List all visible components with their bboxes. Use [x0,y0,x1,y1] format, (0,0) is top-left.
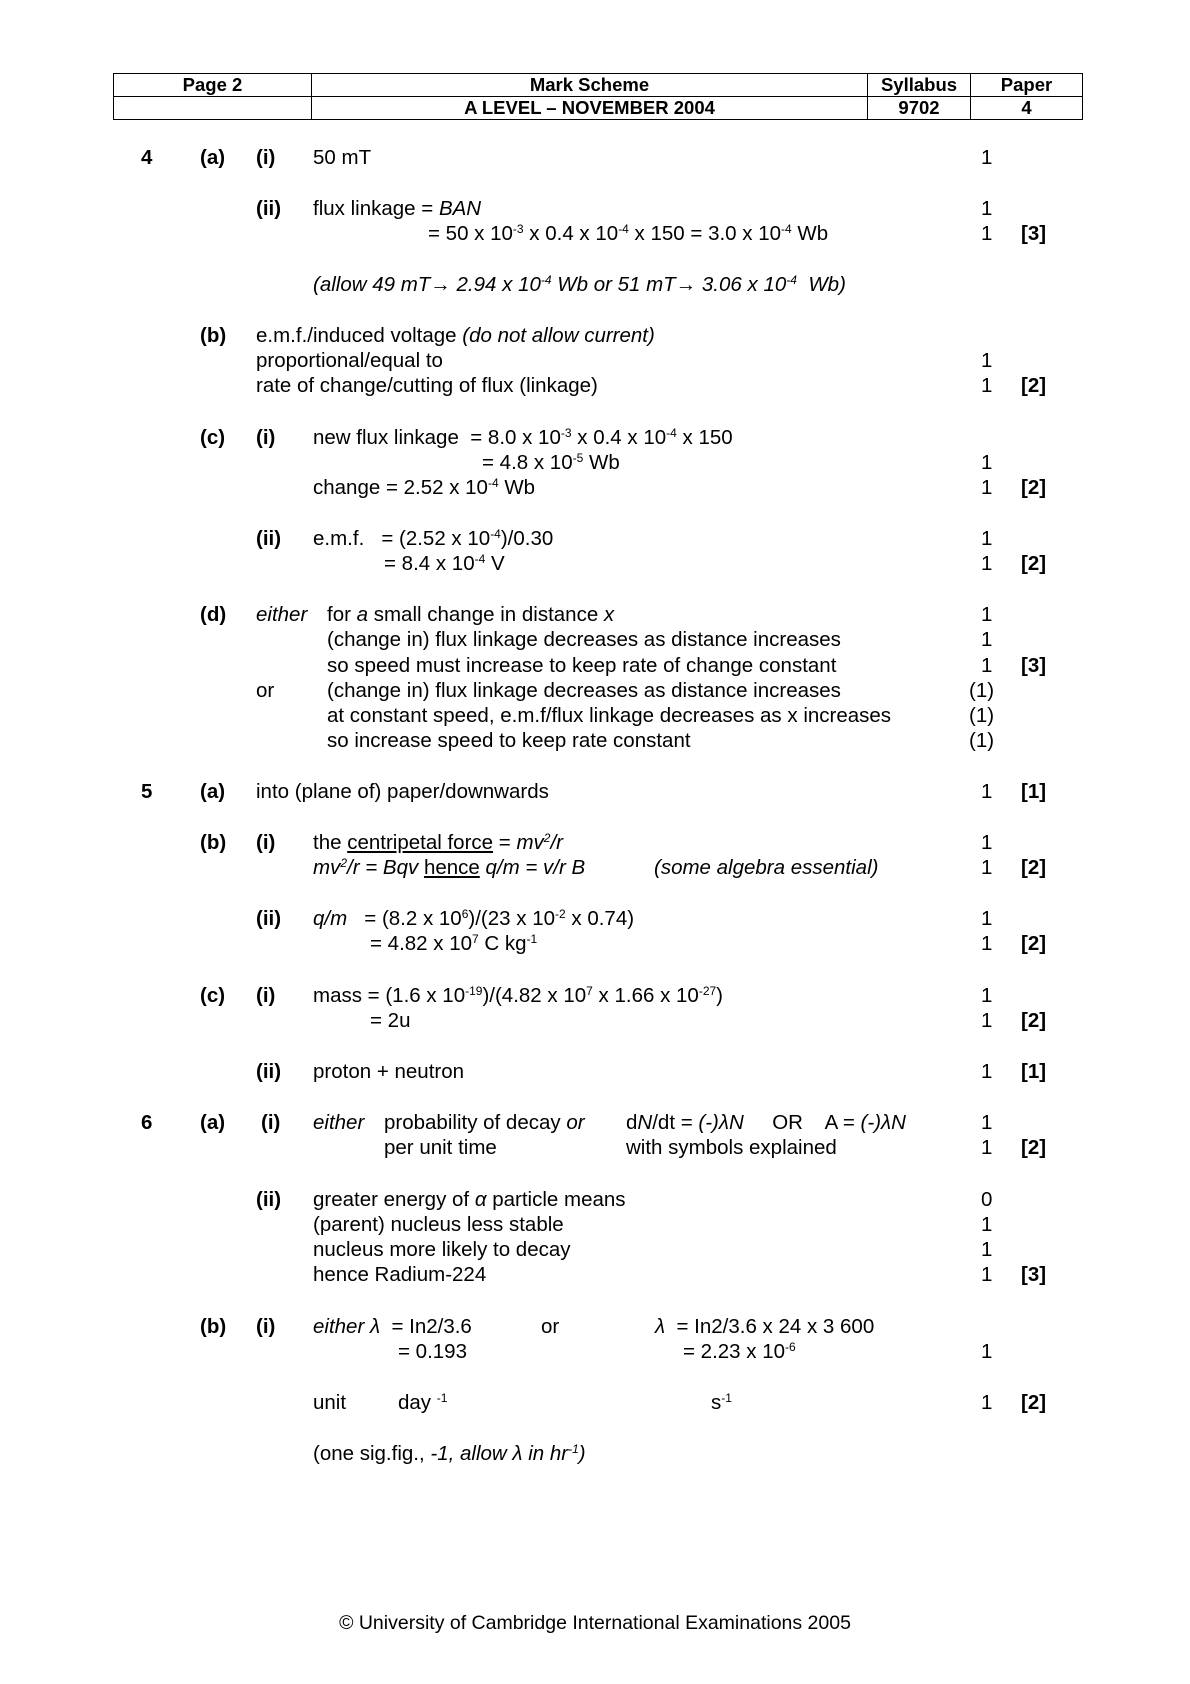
part-label-5b: (b) [200,831,227,854]
question-number-5: 5 [141,780,153,803]
total-mark: [2] [1021,374,1047,397]
part-label-5c: (c) [200,984,226,1007]
subpart-label-4aii: (ii) [256,197,282,220]
mark: 1 [981,349,993,372]
mark: 1 [981,222,993,245]
subpart-label-5ci: (i) [256,984,276,1007]
subpart-label-5cii: (ii) [256,1060,282,1083]
part-label-4b: (b) [200,324,227,347]
mark: 1 [981,628,993,651]
mark: 1 [981,146,993,169]
total-mark: [2] [1021,476,1047,499]
answer-4ci-line3: change = 2.52 x $10^{-4}$ Wb [313,476,536,499]
answer-4ai: 50 mT [313,146,372,169]
answer-4ci-line2: = 4.8 x $10^{-5}$ Wb [482,451,620,474]
total-mark: [2] [1021,1009,1047,1032]
header-syllabus: 9702 [868,97,971,120]
answer-5bii-line2: = 4.82 x $10^7$ C $kg^{-1}$ [370,932,538,955]
total-mark: [2] [1021,856,1047,879]
header-title: Mark Scheme [312,74,868,97]
subpart-label-6bi: (i) [256,1315,276,1338]
total-mark: [2] [1021,932,1047,955]
allowance-4aii: (allow 49 mT→ 2.94 x $10^{-4}$ Wb or 51 mT→ 3.06 x $10^{-4}$ Wb) [313,273,846,296]
mark: 1 [981,1136,993,1159]
answer-6bi-value2: = 2.23 x $10^{-6}$ [683,1340,796,1363]
part-label-4d: (d) [200,603,227,626]
subpart-label-6ai: (i) [261,1111,281,1134]
unit-label-6bi: unit [313,1391,347,1414]
answer-6aii-line4: hence Radium-224 [313,1263,487,1286]
mark: 1 [981,1111,993,1134]
mark: 1 [981,1391,993,1414]
note-5bi: (some algebra essential) [654,856,879,879]
mark: 1 [981,603,993,626]
either-label-6ai: either [313,1111,365,1134]
answer-4b-line1: e.m.f./induced voltage (do not allow current) [256,324,655,347]
answer-4d-line5: at constant speed, e.m.f/flux linkage decreases as x increases [327,704,892,727]
mark: 1 [981,932,993,955]
mark: 1 [981,527,993,550]
mark: 1 [981,1238,993,1261]
answer-4aii-line2: = 50 x $10^{-3}$ x 0.4 x $10^{-4}$ x 150 = 3.0 x $10^{-4}$ Wb [428,222,829,245]
answer-6aii-line2: (parent) nucleus less stable [313,1213,564,1236]
mark: 1 [981,780,993,803]
answer-4cii-line1: e.m.f. = (2.52 x $10^{-4})/0.30$ [313,527,554,550]
answer-5ci-line2: = 2u [370,1009,411,1032]
answer-5a: into (plane of) paper/downwards [256,780,549,803]
alt-mark: (1) [969,704,995,727]
total-mark: [3] [1021,1263,1047,1286]
answer-6bi-either: either λ = In2/3.6 [313,1315,472,1338]
header-syllabus-label: Syllabus [868,74,971,97]
answer-6ai-line1: probability of decay or [384,1111,585,1134]
subpart-label-4ci: (i) [256,426,276,449]
subpart-label-4cii: (ii) [256,527,282,550]
mark: 1 [981,831,993,854]
total-mark: [2] [1021,1391,1047,1414]
mark: 1 [981,856,993,879]
header-paper-label: Paper [971,74,1083,97]
mark: 1 [981,1340,993,1363]
total-mark: [1] [1021,1060,1047,1083]
answer-5cii: proton + neutron [313,1060,465,1083]
unit-day: day $^{-1}$ [398,1391,448,1414]
part-label-5a: (a) [200,780,226,803]
part-label-4a: (a) [200,146,226,169]
mark: 1 [981,1213,993,1236]
copyright-footer: © University of Cambridge International Examinations 2005 [339,1612,851,1634]
answer-6ai-formula: dN/dt = (-)λN OR A = (-)λN [626,1111,906,1134]
answer-5bii-line1: q/m = (8.2 x $10^6)/(23$ x $10^{-2}$ x 0.74) [313,907,635,930]
mark: 1 [981,907,993,930]
mark: 0 [981,1188,993,1211]
mark: 1 [981,1009,993,1032]
mark: 1 [981,451,993,474]
header-subtitle: A LEVEL – NOVEMBER 2004 [312,97,868,120]
mark: 1 [981,374,993,397]
answer-6ai-line2: per unit time [384,1136,497,1159]
either-label-4d: either [256,603,308,626]
answer-4d-line2: (change in) flux linkage decreases as distance increases [327,628,841,651]
or-label-4d: or [256,679,275,702]
answer-6aii-line1: greater energy of α particle means [313,1188,626,1211]
header-table [113,73,1083,120]
mark: 1 [981,1263,993,1286]
header-empty [114,97,312,120]
subpart-label-6aii: (ii) [256,1188,282,1211]
total-mark: [2] [1021,552,1047,575]
mark: 1 [981,984,993,1007]
part-label-6a: (a) [200,1111,226,1134]
total-mark: [1] [1021,780,1047,803]
subpart-label-5bii: (ii) [256,907,282,930]
mark: 1 [981,197,993,220]
answer-4b-line3: rate of change/cutting of flux (linkage) [256,374,598,397]
unit-seconds: $s^{-1}$ [711,1391,732,1414]
answer-4cii-line2: = 8.4 x $10^{-4}$ V [384,552,505,575]
question-number-4: 4 [141,146,153,169]
subpart-label-5bi: (i) [256,831,276,854]
mark: 1 [981,1060,993,1083]
answer-5bi-line2: $mv^2/r$ = Bqv hence q/m = v/r B [313,856,586,879]
answer-4d-line6: so increase speed to keep rate constant [327,729,691,752]
question-number-6: 6 [141,1111,153,1134]
answer-4d-line4: (change in) flux linkage decreases as distance increases [327,679,841,702]
answer-4d-line3: so speed must increase to keep rate of change constant [327,654,837,677]
part-label-4c: (c) [200,426,226,449]
total-mark: [2] [1021,1136,1047,1159]
mark: 1 [981,654,993,677]
answer-5bi-line1: the centripetal force = $mv^2/r$ [313,831,563,854]
answer-6bi-alt: λ = In2/3.6 x 24 x 3 600 [655,1315,875,1338]
answer-6bi-or: or [541,1315,560,1338]
total-mark: [3] [1021,222,1047,245]
answer-5ci-line1: mass = (1.6 x $10^{-19})/(4.82$ x $10^7$ x 1.66 x $10^{-27}$) [313,984,723,1007]
answer-6aii-line3: nucleus more likely to decay [313,1238,571,1261]
mark: 1 [981,552,993,575]
mark: 1 [981,476,993,499]
answer-4b-line2: proportional/equal to [256,349,443,372]
total-mark: [3] [1021,654,1047,677]
subpart-label-4ai: (i) [256,146,276,169]
answer-4aii-line1: flux linkage = BAN [313,197,482,220]
answer-4ci-line1: new flux linkage = 8.0 x $10^{-3}$ x 0.4 x $10^{-4}$ x 150 [313,426,733,449]
header-page: Page 2 [114,74,312,97]
header-paper: 4 [971,97,1083,120]
answer-6bi-value1: = 0.193 [398,1340,467,1363]
part-label-6b: (b) [200,1315,227,1338]
alt-mark: (1) [969,679,995,702]
note-6bi: (one sig.fig., -1, allow λ in $hr^{-1}$) [313,1442,586,1465]
answer-6ai-line3: with symbols explained [626,1136,837,1159]
alt-mark: (1) [969,729,995,752]
answer-4d-line1: for a small change in distance x [327,603,615,626]
